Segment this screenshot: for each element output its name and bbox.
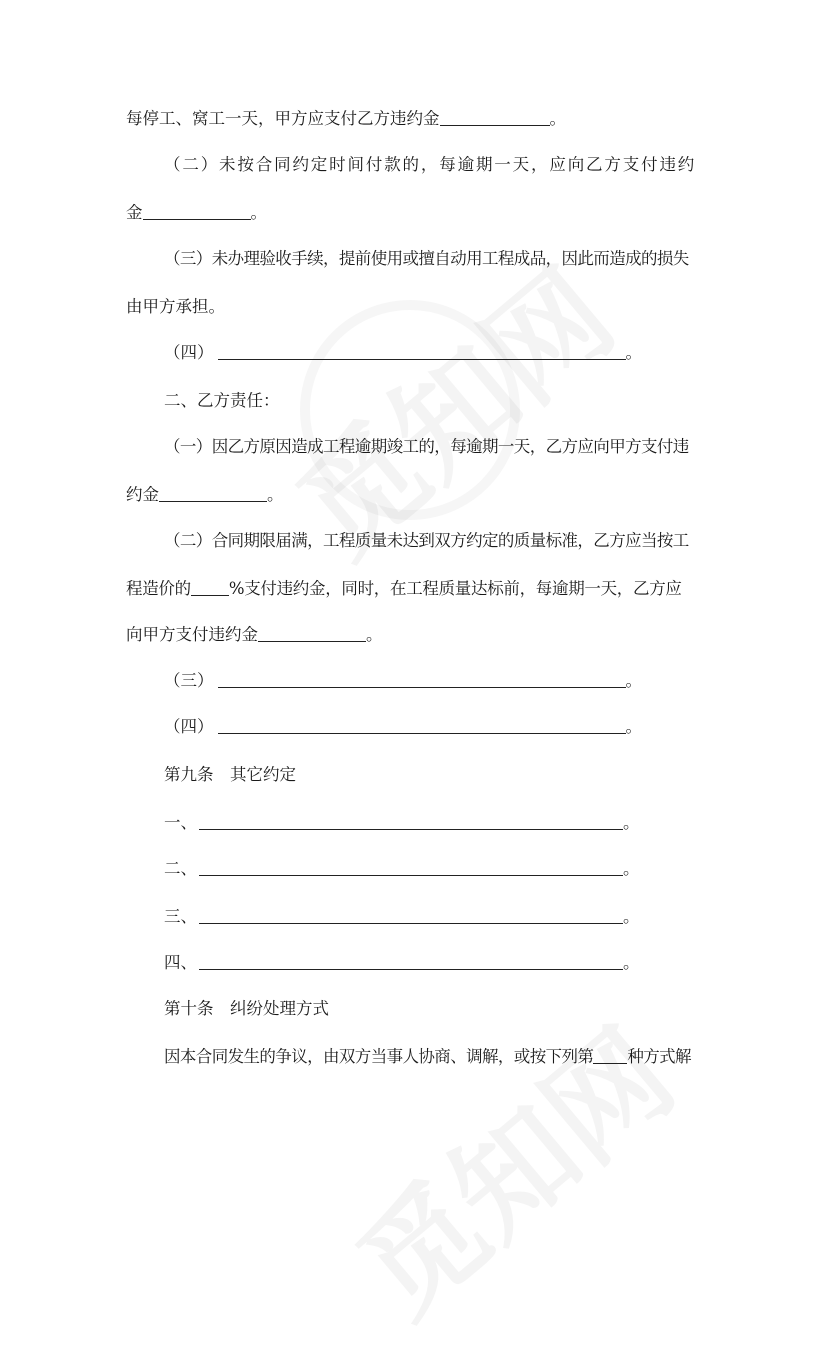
- article-heading: [164, 998, 329, 1020]
- fill-blank: [258, 625, 366, 642]
- text-line: [164, 858, 640, 880]
- text-line: [126, 578, 682, 600]
- line-text: （一）因乙方原因造成工程逾期竣工的，每逾期一天，乙方应向甲方支付违: [164, 437, 689, 456]
- fill-blank: [218, 717, 626, 734]
- line-text: 一、: [164, 813, 197, 832]
- fill-blank: [191, 579, 229, 596]
- article-heading: [164, 764, 296, 786]
- line-text-end: 。: [625, 671, 642, 690]
- text-line: [164, 952, 640, 974]
- line-text: （二）未按合同约定时间付款的，每逾期一天，应向乙方支付违约: [164, 155, 697, 174]
- line-text: 程造价的: [126, 579, 191, 598]
- text-line: [126, 624, 383, 646]
- line-text: 因本合同发生的争议，由双方当事人协商、调解，或按下列第: [164, 1047, 594, 1066]
- text-line: [164, 248, 689, 270]
- line-text-end: 种方式解: [627, 1047, 691, 1066]
- text-line: [126, 202, 267, 224]
- line-text-end: 。: [267, 485, 284, 504]
- line-text-end: %支付违约金，同时，在工程质量达标前，每逾期一天，乙方应: [228, 579, 682, 598]
- line-text-end: 。: [623, 859, 640, 878]
- line-text-end: 。: [549, 109, 566, 128]
- line-text: （三）未办理验收手续，提前使用或擅自动用工程成品，因此而造成的损失: [164, 249, 689, 268]
- line-text: 三、: [164, 907, 197, 926]
- fill-blank: [199, 813, 623, 830]
- line-text: （四）: [164, 717, 214, 736]
- line-text: 约金: [126, 485, 159, 504]
- fill-blank: [593, 1047, 627, 1064]
- watermark-bottom: [317, 984, 703, 1347]
- watermark-logo: [300, 300, 520, 520]
- line-text: 每停工、窝工一天，甲方应支付乙方违约金: [126, 109, 440, 128]
- line-text-end: 。: [625, 717, 642, 736]
- fill-blank: [218, 343, 626, 360]
- line-text: 第九条 其它约定: [164, 765, 296, 784]
- text-line: [126, 296, 225, 318]
- text-line: [164, 342, 642, 364]
- text-line: [126, 484, 284, 506]
- line-text-end: 。: [250, 203, 267, 222]
- fill-blank: [440, 109, 550, 126]
- fill-blank: [199, 907, 623, 924]
- line-text: 二、乙方责任：: [164, 391, 280, 410]
- line-text: 金: [126, 203, 143, 222]
- line-text: 由甲方承担。: [126, 297, 225, 316]
- text-line: [164, 716, 642, 738]
- fill-blank: [199, 953, 623, 970]
- text-line: [164, 812, 640, 834]
- line-text-end: 。: [623, 907, 640, 926]
- line-text-end: 。: [623, 953, 640, 972]
- fill-blank: [218, 671, 626, 688]
- section-heading: [164, 390, 280, 412]
- line-text-end: 。: [623, 813, 640, 832]
- line-text: （二）合同期限届满，工程质量未达到双方约定的质量标准，乙方应当按工: [164, 531, 689, 550]
- text-line: [164, 530, 689, 552]
- text-line: [126, 108, 566, 130]
- line-text: 第十条 纠纷处理方式: [164, 999, 329, 1018]
- text-line: [164, 1046, 691, 1068]
- text-line: [164, 436, 689, 458]
- line-text-end: 。: [625, 343, 642, 362]
- line-text: 二、: [164, 859, 197, 878]
- fill-blank: [143, 203, 251, 220]
- line-text: 向甲方支付违约金: [126, 625, 258, 644]
- line-text: （四）: [164, 343, 214, 362]
- fill-blank: [159, 485, 267, 502]
- line-text: 四、: [164, 953, 197, 972]
- line-text: （三）: [164, 671, 214, 690]
- text-line: [164, 154, 696, 176]
- line-text-end: 。: [366, 625, 383, 644]
- text-line: [164, 670, 642, 692]
- fill-blank: [199, 859, 623, 876]
- text-line: [164, 906, 640, 928]
